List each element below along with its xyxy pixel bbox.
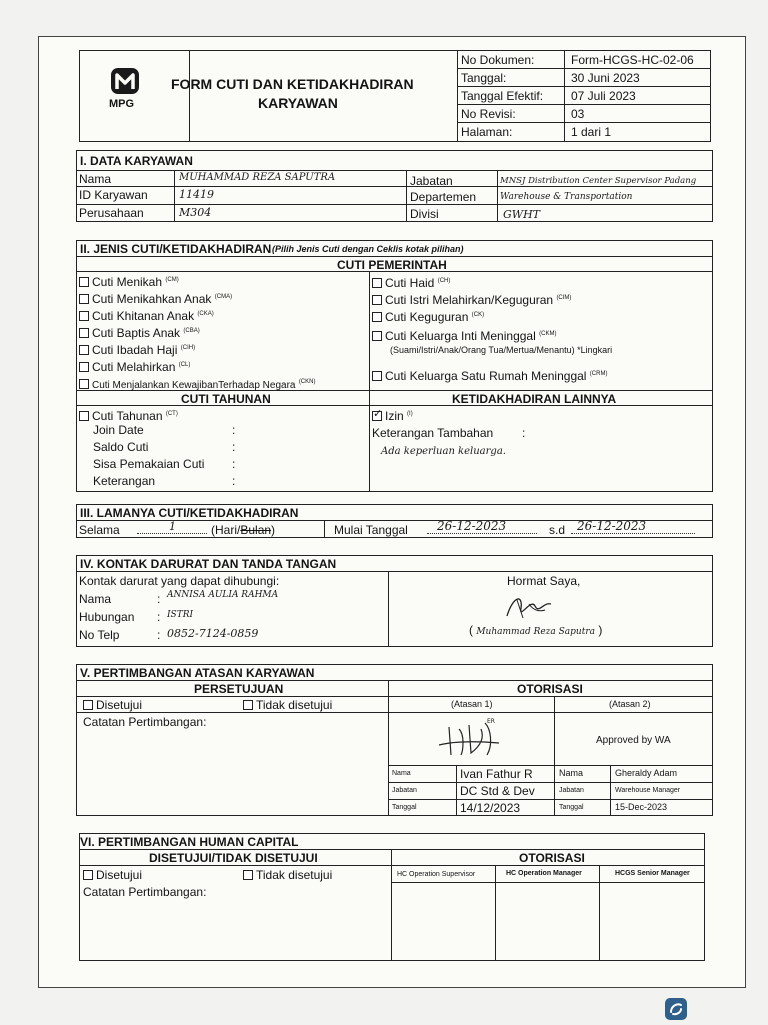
section-1-title: I. DATA KARYAWAN: [80, 154, 193, 168]
izin-option[interactable]: ✓Izin $^{(I)}$: [372, 407, 413, 423]
hc-catatan-label: Catatan Pertimbangan:: [83, 885, 207, 899]
keterangan-colon: :: [232, 474, 236, 488]
a1-jabatan-value: DC Std & Dev: [460, 784, 535, 798]
doc-info-value: 03: [571, 107, 585, 121]
jabatan-label: Jabatan: [410, 174, 453, 188]
ketidakhadiran-header: KETIDAKHADIRAN LAINNYA: [452, 392, 617, 406]
perusahaan-label: Perusahaan: [79, 206, 144, 220]
signer-bracket: ( Muhammad Reza Saputra ): [469, 623, 603, 637]
atasan-2-label: (Atasan 2): [609, 699, 651, 709]
doc-info-label: Tanggal Efektif:: [461, 89, 544, 103]
doc-info-label: No Revisi:: [461, 107, 516, 121]
leave-option-checkbox[interactable]: [372, 331, 382, 341]
a2-tanggal-value: 15-Dec-2023: [615, 802, 668, 812]
hcgs-senior-manager: HCGS Senior Manager: [615, 870, 690, 877]
mulai-tanggal-line: [427, 533, 537, 534]
persetujuan-header: PERSETUJUAN: [194, 682, 284, 696]
join-date-label: Join Date: [93, 423, 144, 437]
kontak-label: Kontak darurat yang dapat dihubungi:: [79, 574, 280, 588]
ckm-note: (Suami/Istri/Anak/Orang Tua/Mertua/Menantu) *Lingkari: [390, 345, 613, 355]
a2-nama-label: Nama: [559, 768, 584, 778]
id-karyawan-label: ID Karyawan: [79, 188, 148, 202]
departemen-value[interactable]: Warehouse & Transportation: [500, 192, 633, 202]
mulai-tanggal-value[interactable]: 26-12-2023: [437, 519, 507, 533]
keterangan-tambahan-label: Keterangan Tambahan: [372, 426, 494, 440]
leave-option-checkbox[interactable]: [79, 277, 89, 287]
keterangan-label: Keterangan: [93, 474, 156, 488]
jabatan-value[interactable]: MNSJ Distribution Center Supervisor Padang: [500, 176, 697, 186]
leave-option-checkbox[interactable]: [372, 295, 382, 305]
doc-info-value: 1 dari 1: [571, 125, 612, 139]
doc-info-value: 30 Juni 2023: [571, 71, 640, 85]
leave-option-checkbox[interactable]: [79, 328, 89, 338]
cuti-pemerintah-header: CUTI PEMERINTAH: [337, 258, 447, 272]
no-telp-colon: :: [157, 628, 161, 642]
atasan-1-signature-icon: [435, 715, 505, 761]
doc-info-label: Halaman:: [461, 125, 513, 139]
disetujui-checkbox[interactable]: [83, 700, 93, 710]
mulai-tanggal-label: Mulai Tanggal: [334, 523, 408, 537]
hc-operation-supervisor: HC Operation Supervisor: [397, 871, 476, 878]
selama-value[interactable]: 1: [169, 520, 176, 533]
kontak-nama-label: Nama: [79, 592, 112, 606]
saldo-cuti-colon: :: [232, 440, 236, 454]
sd-line: [571, 533, 695, 534]
mpg-logo-icon: [105, 65, 145, 97]
hc-operation-manager: HC Operation Manager: [506, 870, 582, 877]
selama-line: [137, 533, 207, 534]
a1-nama-label: Nama: [392, 770, 411, 777]
nama-value[interactable]: MUHAMMAD REZA SAPUTRA: [179, 172, 336, 183]
kontak-nama-value[interactable]: ANNISA AULIA RAHMA: [167, 590, 279, 600]
a1-nama-value: Ivan Fathur R: [460, 767, 533, 781]
form-title-line2: KARYAWAN: [258, 95, 338, 111]
leave-option[interactable]: Cuti Khitanan Anak $^{(CKA)}$: [79, 307, 214, 323]
leave-option[interactable]: Cuti Melahirkan $^{(CL)}$: [79, 358, 190, 374]
keterangan-tambahan-value[interactable]: Ada keperluan keluarga.: [381, 446, 506, 457]
catatan-label: Catatan Pertimbangan:: [83, 715, 207, 729]
hubungan-value[interactable]: ISTRI: [167, 610, 194, 620]
leave-option-checkbox[interactable]: [79, 379, 89, 389]
leave-option[interactable]: Cuti Menikahkan Anak $^{(CMA)}$: [79, 290, 232, 306]
hc-otorisasi-header: OTORISASI: [519, 851, 585, 865]
sd-value[interactable]: 26-12-2023: [577, 519, 647, 533]
logo-text: MPG: [109, 98, 135, 110]
a2-jabatan-value: Warehouse Manager: [615, 787, 681, 794]
cuti-tahunan-header: CUTI TAHUNAN: [181, 392, 271, 406]
perusahaan-value[interactable]: M304: [179, 206, 212, 219]
doc-info-label: Tanggal:: [461, 71, 507, 85]
leave-option[interactable]: Cuti Menjalankan KewajibanTerhadap Negara $^{(CKN)}$: [79, 375, 315, 393]
section-2-title: II. JENIS CUTI/KETIDAKHADIRAN: [80, 242, 272, 256]
hc-disetujui-checkbox[interactable]: [83, 870, 93, 880]
selama-label: Selama: [79, 523, 120, 537]
section-3-title: III. LAMANYA CUTI/KETIDAKHADIRAN: [80, 506, 299, 520]
id-karyawan-value[interactable]: 11419: [179, 188, 214, 201]
section-2-subtitle: (Pilih Jenis Cuti dengan Ceklis kotak pilihan): [272, 244, 464, 254]
leave-option[interactable]: Cuti Baptis Anak $^{(CBA)}$: [79, 324, 200, 340]
employee-signature-icon: [499, 592, 559, 624]
saldo-cuti-label: Saldo Cuti: [93, 440, 149, 454]
leave-option[interactable]: Cuti Keluarga Inti Meninggal $^{(CKM)}$: [372, 327, 556, 343]
leave-option-checkbox[interactable]: [79, 362, 89, 372]
join-date-colon: :: [232, 423, 236, 437]
hormat-saya: Hormat Saya,: [507, 574, 581, 588]
form-title: FORM CUTI DAN KETIDAKHADIRAN: [171, 76, 414, 92]
kontak-nama-colon: :: [157, 592, 161, 606]
leave-form-page: [38, 36, 746, 988]
a2-tanggal-label: Tanggal: [559, 804, 584, 811]
section-5-title: V. PERTIMBANGAN ATASAN KARYAWAN: [80, 666, 315, 680]
a1-jabatan-label: Jabatan: [392, 787, 417, 794]
doc-info-value: 07 Juli 2023: [571, 89, 636, 103]
app-badge-svg-icon: [665, 998, 687, 1020]
doc-info-label: No Dokumen:: [461, 53, 535, 67]
mpg-logo: [105, 65, 145, 115]
sisa-pemakaian-colon: :: [232, 457, 236, 471]
hari-bulan-label: (Hari/Bulan): [211, 523, 276, 537]
leave-option-checkbox[interactable]: [372, 278, 382, 288]
sisa-pemakaian-label: Sisa Pemakaian Cuti: [93, 457, 205, 471]
leave-option[interactable]: Cuti Haid $^{(CH)}$: [372, 274, 450, 290]
a1-tanggal-label: Tanggal: [392, 804, 417, 811]
divisi-label: Divisi: [410, 207, 439, 221]
divisi-value[interactable]: GWHT: [503, 208, 541, 221]
departemen-label: Departemen: [410, 190, 477, 204]
a1-tanggal-value: 14/12/2023: [460, 801, 521, 815]
no-telp-value[interactable]: 0852-7124-0859: [167, 627, 259, 640]
disetujui-option[interactable]: Disetujui: [83, 698, 142, 712]
app-badge-icon: [665, 998, 687, 1020]
leave-option[interactable]: Cuti Keluarga Satu Rumah Meninggal $^{(CRM)}$: [372, 367, 607, 383]
leave-option-checkbox[interactable]: [79, 345, 89, 355]
leave-option-checkbox[interactable]: [372, 371, 382, 381]
leave-option-checkbox[interactable]: [79, 294, 89, 304]
sd-label: s.d: [549, 523, 566, 537]
section-6-title: VI. PERTIMBANGAN HUMAN CAPITAL: [80, 835, 299, 849]
hc-disetujui-option[interactable]: Disetujui: [83, 868, 142, 882]
hubungan-colon: :: [157, 610, 161, 624]
cuti-tahunan-checkbox[interactable]: [79, 411, 89, 421]
keterangan-tambahan-colon: :: [522, 426, 526, 440]
section-4-title: IV. KONTAK DARURAT DAN TANDA TANGAN: [80, 557, 337, 571]
no-telp-label: No Telp: [79, 628, 120, 642]
nama-label: Nama: [79, 172, 112, 186]
leave-option-checkbox[interactable]: [79, 311, 89, 321]
leave-option[interactable]: Cuti Ibadah Haji $^{(CIH)}$: [79, 341, 195, 357]
a2-nama-value: Gheraldy Adam: [615, 768, 678, 778]
leave-option-checkbox[interactable]: [372, 312, 382, 322]
hubungan-label: Hubungan: [79, 610, 135, 624]
doc-info-value: Form-HCGS-HC-02-06: [571, 53, 694, 67]
leave-option[interactable]: Cuti Istri Melahirkan/Keguguran $^{(CIM)}$: [372, 291, 571, 307]
leave-option[interactable]: Cuti Keguguran $^{(CK)}$: [372, 308, 484, 324]
tidak-disetujui-checkbox[interactable]: [243, 700, 253, 710]
leave-option[interactable]: Cuti Menikah $^{(CM)}$: [79, 273, 179, 289]
svg-text:ER: ER: [487, 718, 495, 725]
approved-by-wa: Approved by WA: [596, 735, 671, 746]
cuti-tahunan-option[interactable]: Cuti Tahunan $^{(CT)}$: [79, 407, 178, 423]
a2-jabatan-label: Jabatan: [559, 787, 584, 794]
izin-checkbox-checked[interactable]: [372, 411, 382, 421]
hc-tidak-disetujui-checkbox[interactable]: [243, 870, 253, 880]
hc-tidak-disetujui-option[interactable]: Tidak disetujui: [243, 868, 332, 882]
otorisasi-header: OTORISASI: [517, 682, 583, 696]
tidak-disetujui-option[interactable]: Tidak disetujui: [243, 698, 332, 712]
atasan-1-label: (Atasan 1): [451, 699, 493, 709]
disetujui-tidak-header: DISETUJUI/TIDAK DISETUJUI: [149, 851, 318, 865]
